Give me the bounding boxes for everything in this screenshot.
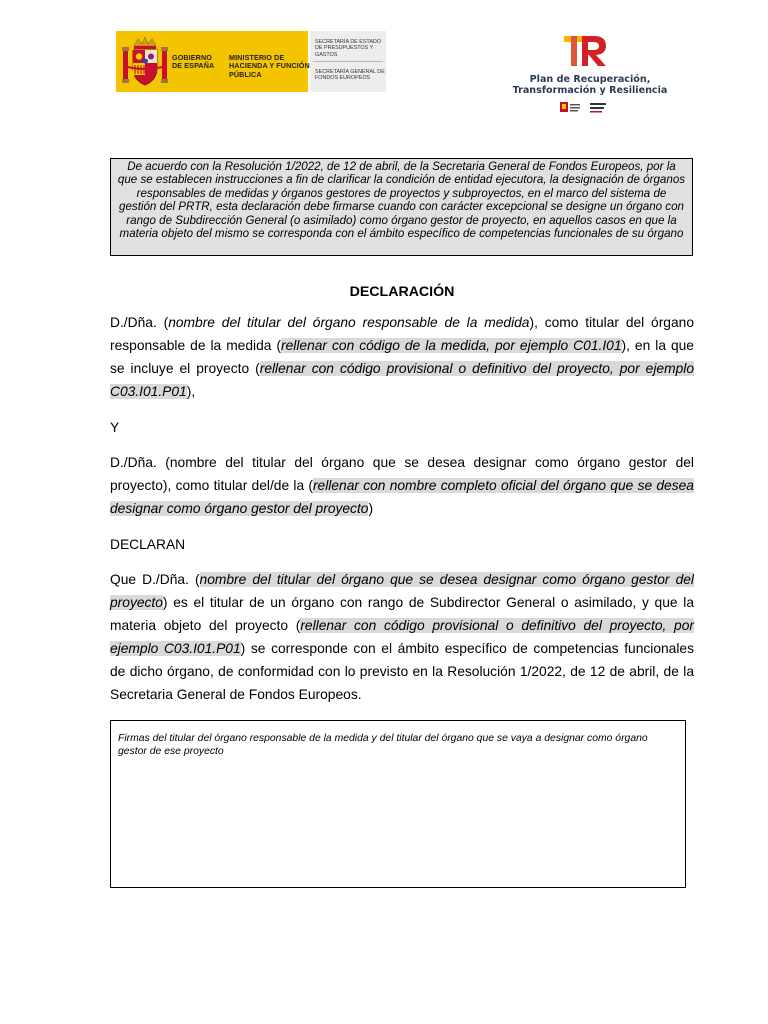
instruction-box: De acuerdo con la Resolución 1/2022, de 12 de abril, de la Secretaria General de Fondos Europeos, por la que se establecen instrucciones a fin de clarificar la condición de entidad ejecutora, la designación de órganos responsables de medidas y órganos gestores de proyectos y subproyectos, en el marco del sistema de gestión del PRTR, esta declaración debe firmarse cuando con carácter excepcional se designe un órgano con rango de Subdirección General (o asimilado) como órgano gestor de proyecto, en aquellos casos en que la materia objeto del mismo se corresponda con el ámbito específico de competencias funcionales de su órgano (110, 158, 693, 256)
gobierno-espana-logo (116, 31, 386, 92)
placeholder-codigo-medida: rellenar con código de la medida, por ejemplo C01.I01 (281, 338, 622, 353)
prtr-name (510, 74, 670, 96)
prtr-name-line2: Transformación y Resiliencia (512, 85, 668, 96)
placeholder-titular-gestor: nombre del titular del órgano que se desea designar como órgano gestor del proyecto (110, 572, 694, 610)
para3-text-2: ) es el titular de un órgano con rango de Subdirector General o asimilado, y que la materia objeto del proyecto ( (110, 595, 694, 633)
signature-box-label: Firmas del titular del órgano responsable de la medida y del titular del órgano que se vaya a designar como órgano gestor de ese proyecto (118, 733, 648, 757)
para2-text-2: ) (368, 501, 374, 516)
ministerio-hacienda-text: MINISTERIO DE HACIENDA Y FUNCIÓN PÚBLICA (229, 53, 310, 79)
gobierno-espana-text: GOBIERNO DE ESPAÑA (172, 53, 215, 71)
prtr-tr-mark-icon (562, 34, 608, 68)
paragraph-declaracion (110, 568, 694, 706)
coat-of-arms-icon (122, 36, 168, 88)
placeholder-titular-responsable: nombre del titular del órgano responsable de la medida (168, 315, 530, 330)
placeholder-nombre-organo: rellenar con nombre completo oficial del órgano que se desea designar como órgano gestor del proyecto (110, 478, 694, 516)
para1-text-2: ), como titular del órgano responsable de la medida ( (110, 315, 695, 353)
para3-text-3: ) se corresponde con el ámbito específico de competencias funcionales de dicho órgano, de conformidad con lo previsto en la Resolución 1/2022, de 12 de abril, de la Secretaria General de Fondos Europeos. (110, 641, 694, 702)
prtr-mini-logos-icon (558, 99, 638, 115)
secretaria-estado-text: SECRETARÍA DE ESTADO DE PRESUPUESTOS Y GASTOS (315, 39, 381, 58)
para3-text-1: Que D./Dña. ( (110, 572, 200, 587)
prtr-name-line1: Plan de Recuperación, (529, 74, 651, 85)
para1-text-4: ), (186, 384, 196, 399)
placeholder-codigo-proyecto: rellenar con código provisional o definitivo del proyecto, por ejemplo C03.I01.P01 (110, 361, 694, 399)
declaran-heading: DECLARAN (110, 537, 186, 552)
signature-box[interactable] (110, 720, 686, 888)
prtr-logo (510, 30, 670, 120)
conjunction-y: Y (110, 420, 120, 435)
para1-text-1: D./Dña. ( (110, 315, 169, 330)
secretaria-general-text: SECRETARÍA GENERAL DE FONDOS EUROPEOS (315, 69, 385, 82)
paragraph-gestor (110, 451, 694, 520)
placeholder-codigo-proyecto-2: rellenar con código provisional o definitivo del proyecto, por ejemplo C03.I01.P01 (110, 618, 694, 656)
declaration-title: DECLARACIÓN (349, 284, 455, 300)
paragraph-responsable (110, 311, 694, 403)
para1-text-3: ), en la que se incluye el proyecto ( (110, 338, 694, 376)
gov-logo-divider (313, 61, 383, 62)
para2-text-1: D./Dña. (nombre del titular del órgano que se desea designar como órgano gestor del proyecto), como titular del/de la ( (110, 455, 694, 493)
